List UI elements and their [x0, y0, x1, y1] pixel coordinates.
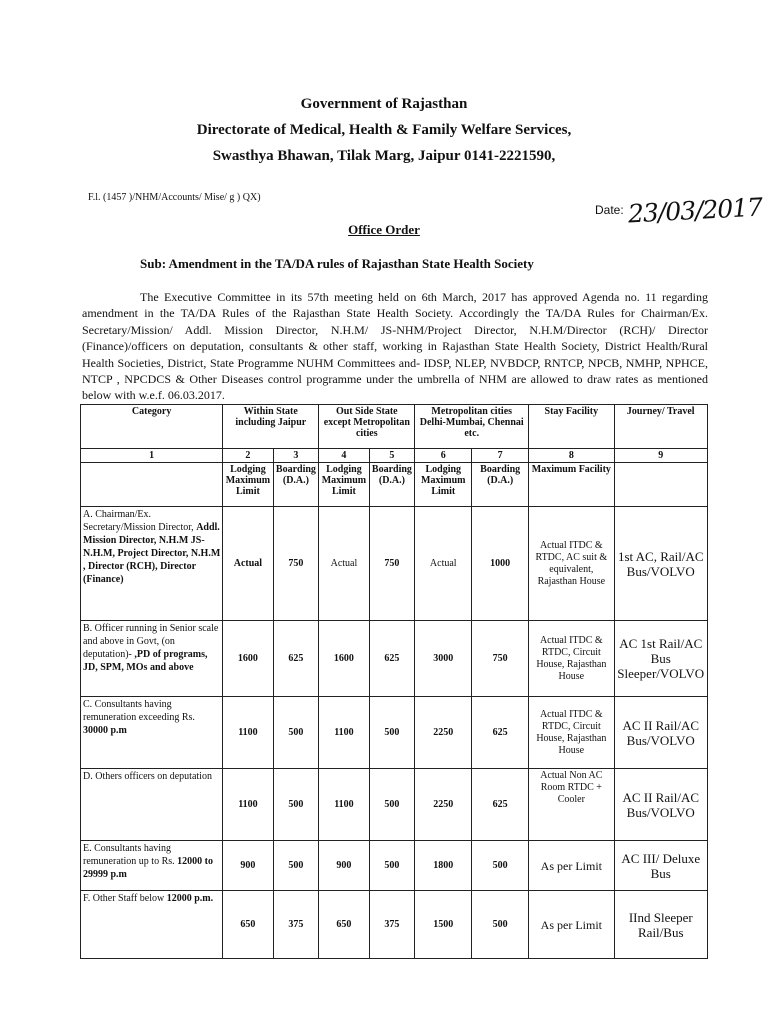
rate-cell: 2250 — [415, 697, 472, 769]
date-label: Date: — [595, 203, 624, 217]
table-row — [81, 841, 708, 891]
header-line-3: Swasthya Bhawan, Tilak Marg, Jaipur 0141-2221590, — [212, 148, 556, 164]
header-line-1: Government of Rajasthan — [300, 96, 468, 112]
header-within-state: Within State including Jaipur — [223, 405, 319, 449]
header-outside-state: Out Side State except Metropolitan cities — [319, 405, 415, 449]
category-bold-text: ,PD of programs, JD, SPM, MOs and above — [83, 649, 208, 673]
handwritten-date: 23/03/2017 — [627, 192, 763, 229]
rate-cell: 650 — [319, 891, 369, 959]
rate-cell: 1500 — [415, 891, 472, 959]
stay-cell: Actual Non AC Room RTDC + Cooler — [529, 769, 614, 841]
table-row — [81, 621, 708, 697]
stay-cell: As per Limit — [529, 841, 614, 891]
journey-cell: IInd Sleeper Rail/Bus — [614, 891, 707, 959]
category-bold-text: 12000 to 29999 p.m — [83, 856, 213, 880]
rate-cell: 2250 — [415, 769, 472, 841]
subheader-lodging: Lodging Maximum Limit — [415, 463, 472, 507]
table-row — [81, 769, 708, 841]
rate-cell: 500 — [472, 891, 529, 959]
rate-cell: 1100 — [223, 769, 273, 841]
category-text: E. Consultants having remuneration up to Rs. — [83, 843, 175, 867]
rate-cell: 625 — [472, 697, 529, 769]
subheader-boarding: Boarding (D.A.) — [472, 463, 529, 507]
subheader-max-facility: Maximum Facility — [529, 463, 614, 507]
subheader-boarding: Boarding (D.A.) — [273, 463, 319, 507]
rate-cell: Actual — [223, 507, 273, 621]
rate-cell: 500 — [369, 697, 415, 769]
subheader-lodging: Lodging Maximum Limit — [319, 463, 369, 507]
stay-cell: Actual ITDC & RTDC, Circuit House, Rajasthan House — [529, 697, 614, 769]
rate-cell: 1000 — [472, 507, 529, 621]
table-header-row — [81, 405, 708, 449]
stay-cell: Actual ITDC & RTDC, AC suit & equivalent, Rajasthan House — [529, 507, 614, 621]
journey-cell: 1st AC, Rail/AC Bus/VOLVO — [614, 507, 707, 621]
rate-cell: 500 — [273, 841, 319, 891]
rate-cell: 900 — [319, 841, 369, 891]
col-number: 5 — [369, 449, 415, 463]
journey-cell: AC II Rail/AC Bus/VOLVO — [614, 697, 707, 769]
header-metropolitan: Metropolitan cities Delhi-Mumbai, Chennai etc. — [415, 405, 529, 449]
journey-cell: AC II Rail/AC Bus/VOLVO — [614, 769, 707, 841]
header-line-2: Directorate of Medical, Health & Family Welfare Services, — [196, 122, 572, 138]
header-category: Category — [81, 405, 223, 449]
col-number: 2 — [223, 449, 273, 463]
category-text: A. Chairman/Ex. Secretary/Mission Director, — [83, 509, 194, 533]
body-paragraph: The Executive Committee in its 57th meeting held on 6th March, 2017 has approved Agenda no. 11 regarding amendment in the TA/DA Rules of the Rajasthan State Health Society. Accordingly the TA/DA Rules for Chairman/Ex. Secretary/Mission/ Addl. Mission Director, N.H.M/ JS-NHM/Project Director, N.H.M/Director (RCH)/ Director (Finance)/officers on deputation, consultants & other staff, working in Rajasthan State Health Society, District Health/Rural Health Societies, District, State Programme NUHM Committees and- IDSP, NLEP, NVBDCP, RNTCP, NPCB, NMHP, NPHCE, NTCP , NPCDCS & Other Diseases control programme under the umbrella of NHM are allowed to draw rates as mentioned below with w.e.f. 06.03.2017. — [82, 290, 708, 403]
col-number: 8 — [529, 449, 614, 463]
category-text: C. Consultants having remuneration exceeding Rs. — [83, 699, 195, 723]
rate-cell: 3000 — [415, 621, 472, 697]
category-bold-text: 30000 p.m — [83, 725, 127, 736]
stay-cell: As per Limit — [529, 891, 614, 959]
col-number: 3 — [273, 449, 319, 463]
table-row — [81, 697, 708, 769]
category-text: B. Officer running in Senior scale and above in Govt, (on deputation)- — [83, 623, 219, 660]
category-bold-text: 12000 p.m. — [166, 893, 214, 904]
rate-cell: 900 — [223, 841, 273, 891]
rate-cell: 500 — [273, 697, 319, 769]
journey-cell: AC 1st Rail/AC Bus Sleeper/VOLVO — [614, 621, 707, 697]
rate-cell: 1600 — [319, 621, 369, 697]
rate-cell: 750 — [273, 507, 319, 621]
col-number: 1 — [81, 449, 223, 463]
subheader-empty — [81, 463, 223, 507]
table-row — [81, 507, 708, 621]
category-cell — [81, 841, 223, 891]
reference-number: F.l. (1457 )/NHM/Accounts/ Mise/ g ) QX) — [88, 192, 261, 203]
rate-cell: 500 — [369, 769, 415, 841]
rate-cell: 1100 — [319, 697, 369, 769]
subheader-empty — [614, 463, 707, 507]
category-cell — [81, 697, 223, 769]
category-cell — [81, 891, 223, 959]
subheader-boarding: Boarding (D.A.) — [369, 463, 415, 507]
rate-cell: 1100 — [319, 769, 369, 841]
rate-cell: 625 — [369, 621, 415, 697]
table-row — [81, 891, 708, 959]
rate-cell: 750 — [369, 507, 415, 621]
header-stay-facility: Stay Facility — [529, 405, 614, 449]
subheader-row — [81, 463, 708, 507]
category-text: D. Others officers on deputation — [83, 771, 212, 782]
category-text: F. Other Staff below — [83, 893, 165, 904]
rate-cell: 625 — [273, 621, 319, 697]
rate-cell: 625 — [472, 769, 529, 841]
category-bold-text: Addl. Mission Director, N.H.M JS-N.H.M, Project Director, N.H.M , Director (RCH), Director (Finance) — [83, 522, 221, 585]
subject-line: Sub: Amendment in the TA/DA rules of Rajasthan State Health Society — [140, 256, 534, 271]
rate-cell: 500 — [369, 841, 415, 891]
document-title: Office Order — [348, 222, 420, 237]
rate-cell: 500 — [472, 841, 529, 891]
rate-cell: 375 — [273, 891, 319, 959]
category-cell — [81, 769, 223, 841]
rate-cell: 1800 — [415, 841, 472, 891]
journey-cell: AC III/ Deluxe Bus — [614, 841, 707, 891]
subheader-lodging: Lodging Maximum Limit — [223, 463, 273, 507]
rate-cell: 1600 — [223, 621, 273, 697]
rate-cell: 750 — [472, 621, 529, 697]
col-number: 7 — [472, 449, 529, 463]
ta-da-rates-table — [80, 404, 708, 959]
rate-cell: 375 — [369, 891, 415, 959]
column-number-row — [81, 449, 708, 463]
rate-cell: Actual — [319, 507, 369, 621]
col-number: 9 — [614, 449, 707, 463]
col-number: 6 — [415, 449, 472, 463]
header-journey: Journey/ Travel — [614, 405, 707, 449]
stay-cell: Actual ITDC & RTDC, Circuit House, Rajasthan House — [529, 621, 614, 697]
rate-cell: Actual — [415, 507, 472, 621]
rate-cell: 650 — [223, 891, 273, 959]
category-cell — [81, 621, 223, 697]
rate-cell: 500 — [273, 769, 319, 841]
category-cell — [81, 507, 223, 621]
rate-cell: 1100 — [223, 697, 273, 769]
col-number: 4 — [319, 449, 369, 463]
